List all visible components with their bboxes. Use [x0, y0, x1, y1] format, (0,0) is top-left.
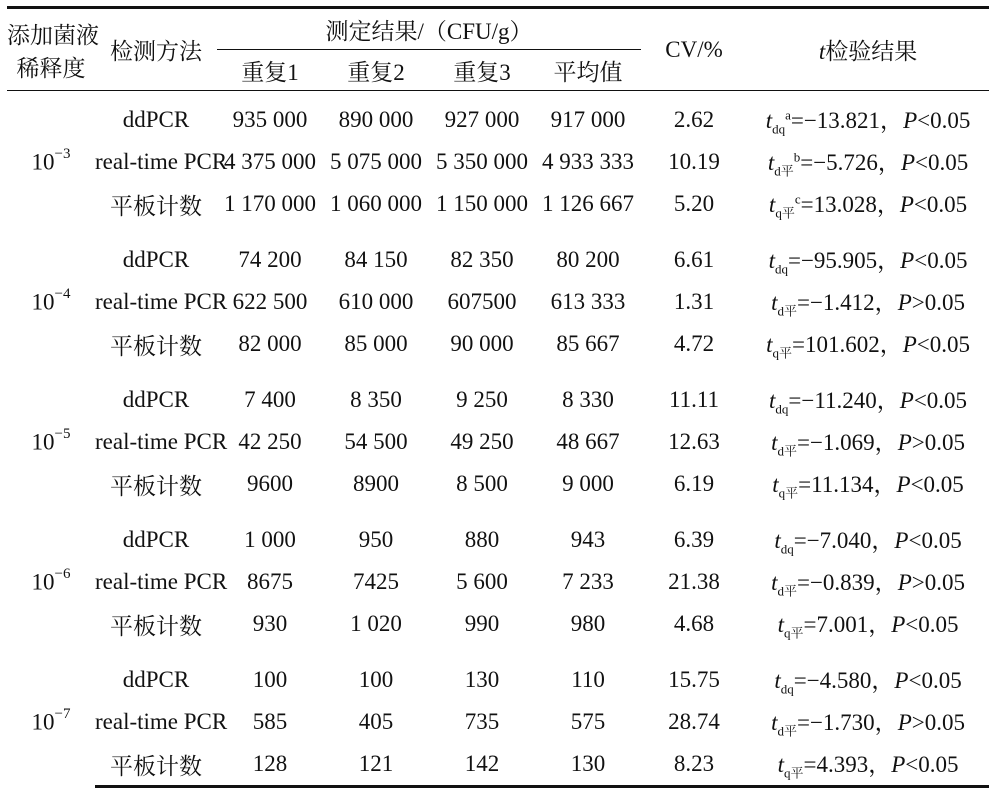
rep1-cell: 82 000 — [238, 331, 302, 356]
t-symbol: t — [771, 290, 778, 316]
t-subscript: q平 — [783, 625, 804, 641]
t-symbol: t — [777, 612, 784, 638]
p-value: <0.05 — [908, 528, 962, 554]
rep3-cell: 90 000 — [450, 331, 514, 356]
table-row — [7, 743, 989, 787]
ttest-cell — [747, 701, 989, 743]
rep3-cell: 82 350 — [450, 247, 514, 272]
table-row — [7, 463, 989, 505]
mean-cell: 130 — [535, 743, 641, 787]
ttest-cell — [747, 603, 989, 645]
p-value: <0.05 — [905, 612, 959, 638]
t-value: =−13.821， — [790, 108, 904, 134]
p-symbol: P — [899, 192, 914, 218]
t-value: =7.001， — [803, 612, 892, 638]
t-value: =−95.905， — [787, 248, 901, 274]
t-subscript: dq — [780, 681, 794, 697]
header-mean: 平均值 — [535, 50, 641, 91]
mean-cell: 9 000 — [562, 471, 614, 496]
header-cv: CV/% — [641, 8, 747, 91]
mean-cell: 48 667 — [556, 429, 620, 454]
dilution-cell — [7, 379, 95, 505]
dilution-exponent: −4 — [54, 285, 71, 302]
header-rep2: 重复2 — [323, 50, 429, 91]
t-symbol: t — [766, 332, 773, 358]
method-cell: 平板计数 — [110, 613, 202, 639]
group-spacer — [7, 225, 989, 239]
t-symbol: t — [774, 668, 781, 694]
dilution-exponent: −5 — [54, 425, 71, 442]
t-subscript: dq — [774, 261, 788, 277]
dilution-cell — [7, 239, 95, 365]
rep2-cell: 950 — [358, 527, 394, 552]
header-result-group: 测定结果/（CFU/g） — [217, 8, 641, 50]
header-dilution-line2: 稀释度 — [16, 55, 86, 81]
cv-cell: 6.19 — [673, 471, 715, 496]
t-superscript: c — [794, 191, 801, 207]
cv-cell: 21.38 — [668, 569, 720, 594]
dilution-exponent: −6 — [54, 565, 71, 582]
rep1-cell: 1 000 — [244, 527, 296, 552]
rep3-cell: 49 250 — [450, 429, 514, 454]
method-cell: 平板计数 — [95, 743, 217, 787]
method-cell: 平板计数 — [110, 473, 202, 499]
cv-cell: 1.31 — [673, 289, 715, 314]
table-body — [7, 91, 989, 787]
t-symbol: t — [777, 752, 784, 778]
method-cell: real-time PCR — [95, 149, 228, 174]
mean-cell: 613 333 — [550, 289, 626, 314]
method-cell: real-time PCR — [95, 569, 228, 594]
t-value: =−1.412， — [796, 290, 898, 316]
t-symbol: t — [765, 108, 773, 134]
p-value: <0.05 — [916, 332, 970, 358]
rep1-cell: 8675 — [247, 569, 293, 594]
p-symbol: P — [891, 612, 906, 638]
method-cell: ddPCR — [122, 387, 190, 412]
mean-cell: 8 330 — [562, 387, 614, 412]
ttest-cell — [747, 141, 989, 183]
t-symbol: t — [771, 430, 778, 456]
t-symbol: t — [774, 528, 781, 554]
table-row — [7, 281, 989, 323]
rep1-cell: 935 000 — [232, 107, 308, 132]
method-cell: ddPCR — [122, 527, 190, 552]
mean-cell: 917 000 — [550, 107, 626, 132]
rep1-cell: 9600 — [247, 471, 293, 496]
t-value: =−5.726， — [800, 150, 901, 176]
rep2-cell: 85 000 — [344, 331, 408, 356]
ttest-cell — [747, 463, 989, 505]
p-symbol: P — [902, 332, 917, 358]
t-value: =−1.069， — [796, 430, 898, 456]
rep1-cell: 74 200 — [238, 247, 302, 272]
mean-cell: 80 200 — [556, 247, 620, 272]
t-subscript: q平 — [772, 345, 792, 361]
rep2-cell: 8 350 — [350, 387, 402, 412]
dilution-base: 10 — [31, 569, 55, 595]
rep2-cell: 121 — [323, 743, 429, 787]
rep1-cell: 585 — [252, 709, 288, 734]
cv-cell: 10.19 — [668, 149, 720, 174]
table-row — [7, 519, 989, 561]
t-superscript: a — [785, 107, 791, 123]
table-row — [7, 239, 989, 281]
header-dilution — [7, 8, 99, 91]
t-subscript: d平 — [777, 303, 797, 319]
header-method: 检测方法 — [95, 8, 217, 91]
rep1-cell: 4 375 000 — [224, 149, 316, 174]
rep3-cell: 880 — [464, 527, 500, 552]
t-subscript: q平 — [783, 765, 804, 781]
method-cell: ddPCR — [122, 247, 190, 272]
rep2-cell: 54 500 — [344, 429, 408, 454]
mean-cell: 85 667 — [556, 331, 620, 356]
cv-cell: 6.61 — [673, 247, 715, 272]
rep1-cell: 100 — [252, 667, 288, 692]
dilution-base: 10 — [31, 149, 55, 175]
cv-cell: 28.74 — [668, 709, 720, 734]
rep3-cell: 927 000 — [444, 107, 520, 132]
rep3-cell: 735 — [464, 709, 500, 734]
dilution-cell — [7, 519, 95, 645]
rep3-cell: 142 — [429, 743, 535, 787]
t-symbol: t — [768, 248, 775, 274]
method-cell: ddPCR — [122, 667, 190, 692]
table-row — [7, 379, 989, 421]
p-value: >0.05 — [911, 570, 965, 596]
table-row — [7, 603, 989, 645]
rep3-cell: 8 500 — [456, 471, 508, 496]
ttest-cell — [747, 421, 989, 463]
p-symbol: P — [896, 472, 911, 498]
p-symbol: P — [900, 248, 915, 274]
header-ttest-t: t — [818, 39, 826, 64]
t-symbol: t — [771, 710, 778, 736]
method-cell: real-time PCR — [95, 429, 228, 454]
ttest-cell — [747, 239, 989, 281]
rep2-cell: 5 075 000 — [330, 149, 422, 174]
t-superscript: b — [793, 149, 801, 165]
p-symbol: P — [897, 290, 912, 316]
t-subscript: d平 — [774, 163, 794, 179]
p-value: <0.05 — [915, 150, 969, 176]
method-cell: 平板计数 — [110, 193, 202, 219]
p-value: <0.05 — [913, 388, 968, 414]
t-symbol: t — [768, 192, 776, 218]
rep2-cell: 890 000 — [338, 107, 414, 132]
t-value: =101.602， — [791, 332, 903, 358]
p-value: <0.05 — [914, 248, 968, 274]
t-subscript: q平 — [778, 485, 799, 501]
ttest-cell — [747, 323, 989, 365]
p-value: >0.05 — [911, 710, 965, 736]
t-value: =−4.580， — [793, 668, 895, 694]
rep2-cell: 100 — [358, 667, 394, 692]
rep1-cell: 42 250 — [238, 429, 302, 454]
header-ttest-rest: 检验结果 — [825, 39, 918, 64]
t-subscript: d平 — [777, 723, 797, 739]
rep3-cell: 5 350 000 — [436, 149, 528, 174]
method-cell: real-time PCR — [95, 709, 228, 734]
table-row — [7, 659, 989, 701]
cv-cell: 15.75 — [668, 667, 720, 692]
p-symbol: P — [900, 150, 915, 176]
table-row — [7, 701, 989, 743]
header-rep3: 重复3 — [429, 50, 535, 91]
rep1-cell: 128 — [217, 743, 323, 787]
p-value: >0.05 — [911, 290, 965, 316]
ttest-cell — [747, 561, 989, 603]
mean-cell: 4 933 333 — [542, 149, 635, 174]
p-symbol: P — [897, 710, 912, 736]
ttest-cell — [747, 183, 989, 225]
cv-cell: 5.20 — [673, 191, 715, 216]
cv-cell: 12.63 — [668, 429, 720, 454]
p-value: <0.05 — [905, 752, 959, 778]
p-symbol: P — [897, 570, 912, 596]
mean-cell: 943 — [570, 527, 606, 552]
ttest-cell — [747, 281, 989, 323]
t-value: =11.134， — [798, 472, 897, 498]
t-symbol: t — [769, 388, 776, 414]
mean-cell: 980 — [570, 611, 606, 636]
cv-cell: 6.39 — [673, 527, 715, 552]
rep2-cell: 7425 — [353, 569, 399, 594]
dilution-exponent: −3 — [54, 145, 71, 162]
rep1-cell: 622 500 — [232, 289, 308, 314]
mean-cell: 1 126 667 — [542, 191, 635, 216]
method-cell: 平板计数 — [110, 333, 202, 359]
t-value: =−1.730， — [796, 710, 898, 736]
rep3-cell: 607500 — [447, 289, 517, 314]
table-row — [7, 183, 989, 225]
p-symbol: P — [903, 108, 918, 134]
t-subscript: d平 — [777, 583, 797, 599]
t-value: =−7.040， — [793, 528, 895, 554]
t-value: =−0.839， — [796, 570, 898, 596]
t-subscript: dq — [772, 121, 786, 137]
t-symbol: t — [771, 570, 778, 596]
mean-cell: 7 233 — [562, 569, 614, 594]
p-value: <0.05 — [913, 192, 968, 218]
dilution-base: 10 — [31, 710, 55, 736]
t-symbol: t — [772, 472, 779, 498]
cv-cell: 4.68 — [673, 611, 715, 636]
dilution-cell — [7, 91, 95, 226]
mean-cell: 575 — [570, 709, 606, 734]
cv-cell: 11.11 — [669, 387, 720, 412]
ttest-cell — [747, 659, 989, 701]
p-symbol: P — [894, 668, 909, 694]
cv-cell: 4.72 — [673, 331, 715, 356]
p-symbol: P — [897, 430, 912, 456]
p-value: <0.05 — [910, 472, 964, 498]
p-symbol: P — [891, 752, 906, 778]
dilution-exponent: −7 — [54, 706, 71, 723]
rep3-cell: 990 — [464, 611, 500, 636]
group-spacer — [7, 505, 989, 519]
t-subscript: q平 — [775, 205, 795, 221]
rep2-cell: 1 020 — [350, 611, 402, 636]
ttest-cell — [747, 379, 989, 421]
t-subscript: dq — [780, 541, 794, 557]
rep3-cell: 9 250 — [456, 387, 508, 412]
cv-cell: 2.62 — [673, 107, 715, 132]
rep2-cell: 610 000 — [338, 289, 414, 314]
ttest-cell — [747, 91, 989, 142]
results-table — [7, 6, 989, 788]
p-symbol: P — [899, 388, 914, 414]
header-dilution-line1: 添加菌液 — [7, 22, 99, 48]
ttest-cell — [747, 519, 989, 561]
table-row — [7, 561, 989, 603]
t-subscript: dq — [775, 401, 789, 417]
p-symbol: P — [894, 528, 909, 554]
rep1-cell: 7 400 — [244, 387, 296, 412]
rep3-cell: 130 — [464, 667, 500, 692]
dilution-cell — [7, 659, 95, 787]
cv-cell: 8.23 — [641, 743, 747, 787]
dilution-base: 10 — [31, 429, 55, 455]
t-value: =4.393， — [803, 752, 892, 778]
p-value: <0.05 — [908, 668, 962, 694]
mean-cell: 110 — [571, 667, 605, 692]
table-row — [7, 91, 989, 142]
group-spacer — [7, 645, 989, 659]
t-value: =13.028， — [800, 192, 900, 218]
rep2-cell: 405 — [358, 709, 394, 734]
t-subscript: d平 — [777, 443, 797, 459]
rep3-cell: 1 150 000 — [436, 191, 528, 216]
p-value: <0.05 — [917, 108, 971, 134]
rep1-cell: 930 — [252, 611, 288, 636]
method-cell: real-time PCR — [95, 289, 228, 314]
rep2-cell: 1 060 000 — [330, 191, 422, 216]
table-row — [7, 323, 989, 365]
ttest-cell — [747, 743, 989, 787]
t-symbol: t — [767, 150, 775, 176]
group-spacer — [7, 365, 989, 379]
method-cell: ddPCR — [122, 107, 190, 132]
table-row — [7, 421, 989, 463]
t-value: =−11.240， — [788, 388, 900, 414]
dilution-base: 10 — [31, 289, 55, 315]
rep1-cell: 1 170 000 — [224, 191, 316, 216]
header-ttest — [747, 8, 989, 91]
table-row — [7, 141, 989, 183]
header-rep1: 重复1 — [217, 50, 323, 91]
p-value: >0.05 — [911, 430, 965, 456]
rep2-cell: 8900 — [353, 471, 399, 496]
rep3-cell: 5 600 — [456, 569, 508, 594]
rep2-cell: 84 150 — [344, 247, 408, 272]
